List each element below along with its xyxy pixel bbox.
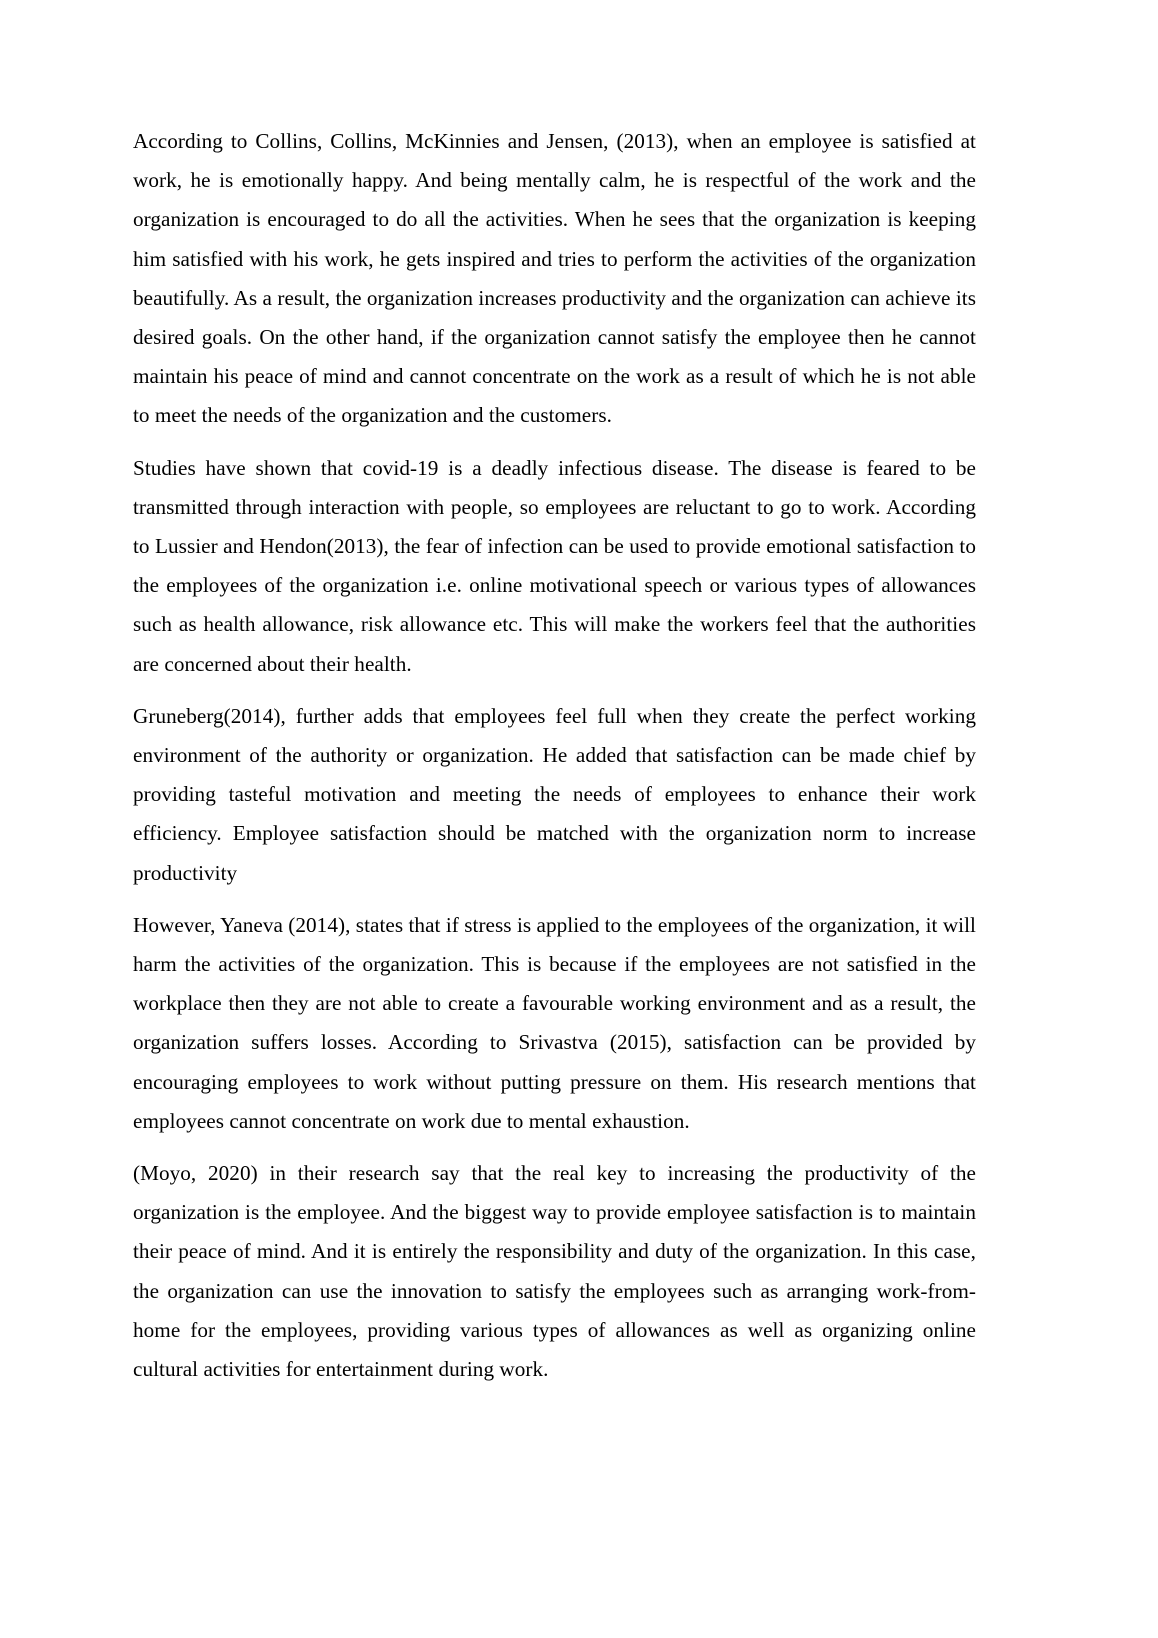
- document-text-body: [133, 122, 976, 1389]
- paragraph-moyo: (Moyo, 2020) in their research say that the real key to increasing the productivity of the organization is the employee. And the biggest way to provide employee satisfaction is to maintain their peace of mind. And it is entirely the responsibility and duty of the organization. In this case, the organization can use the innovation to satisfy the employees such as arranging work-from-home for the employees, providing various types of allowances as well as organizing online cultural activities for entertainment during work.: [133, 1161, 976, 1382]
- paragraph-yaneva-srivastva: However, Yaneva (2014), states that if stress is applied to the employees of the organization, it will harm the activities of the organization. This is because if the employees are not satisfied in the workplace then they are not able to create a favourable working environment and as a result, the organization suffers losses. According to Srivastva (2015), satisfaction can be provided by encouraging employees to work without putting pressure on them. His research mentions that employees cannot concentrate on work due to mental exhaustion.: [133, 912, 976, 1133]
- paragraph-collins: According to Collins, Collins, McKinnies and Jensen, (2013), when an employee is satisfied at work, he is emotionally happy. And being mentally calm, he is respectful of the work and the organization is encouraged to do all the activities. When he sees that the organization is keeping him satisfied with his work, he gets inspired and tries to perform the activities of the organization beautifully. As a result, the organization increases productivity and the organization can achieve its desired goals. On the other hand, if the organization cannot satisfy the employee then he cannot maintain his peace of mind and cannot concentrate on the work as a result of which he is not able to meet the needs of the organization and the customers.: [133, 129, 976, 428]
- paragraph-gruneberg: Gruneberg(2014), further adds that employees feel full when they create the perfect working environment of the authority or organization. He added that satisfaction can be made chief by providing tasteful motivation and meeting the needs of employees to enhance their work efficiency. Employee satisfaction should be matched with the organization norm to increase productivity: [133, 703, 976, 885]
- paragraph-covid-lussier: Studies have shown that covid-19 is a deadly infectious disease. The disease is feared to be transmitted through interaction with people, so employees are reluctant to go to work. According to Lussier and Hendon(2013), the fear of infection can be used to provide emotional satisfaction to the employees of the organization i.e. online motivational speech or various types of allowances such as health allowance, risk allowance etc. This will make the workers feel that the authorities are concerned about their health.: [133, 455, 976, 676]
